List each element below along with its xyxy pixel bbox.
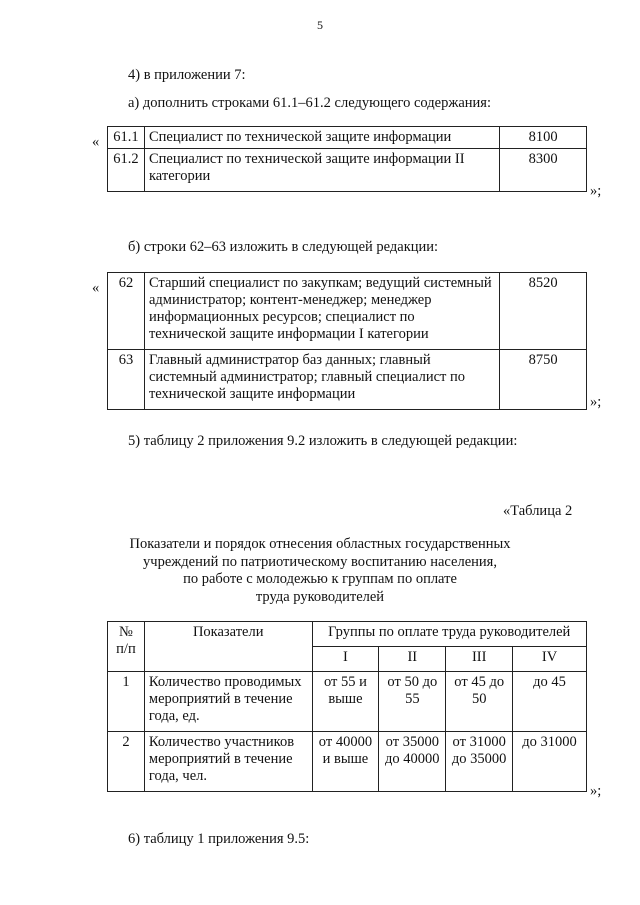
row-cell: от 31000 до 35000 bbox=[446, 732, 513, 792]
row-title: Специалист по технической защите информации II категории bbox=[144, 149, 499, 192]
caption-line: учреждений по патриотическому воспитанию населения, bbox=[143, 553, 497, 570]
row-number: 61.2 bbox=[108, 149, 145, 192]
table-row bbox=[108, 127, 587, 149]
close-quote: »; bbox=[590, 783, 602, 799]
table-1 bbox=[107, 126, 587, 192]
table-row bbox=[108, 350, 587, 410]
caption-line: труда руководителей bbox=[255, 588, 385, 605]
header-num: № п/п bbox=[108, 622, 145, 672]
open-quote: « bbox=[92, 280, 100, 296]
table-header-row bbox=[108, 622, 587, 647]
row-number: 61.1 bbox=[108, 127, 145, 149]
row-title: Главный администратор баз данных; главный системный администратор; главный специалист по технической защите информации bbox=[144, 350, 499, 410]
row-cell: до 31000 bbox=[513, 732, 587, 792]
header-indicator: Показатели bbox=[144, 622, 312, 672]
row-indicator: Количество проводимых мероприятий в течение года, ед. bbox=[144, 672, 312, 732]
row-value: 8100 bbox=[500, 127, 587, 149]
header-group-col: I bbox=[312, 647, 379, 672]
row-cell: от 45 до 50 bbox=[446, 672, 513, 732]
row-title: Старший специалист по закупкам; ведущий системный администратор; контент-менеджер; менеджер информационных ресурсов; специалист по технической защите информации I категории bbox=[144, 273, 499, 350]
row-cell: от 55 и выше bbox=[312, 672, 379, 732]
paragraph-a: а) дополнить строками 61.1–61.2 следующего содержания: bbox=[128, 95, 492, 111]
row-number: 1 bbox=[108, 672, 145, 732]
header-group-col: II bbox=[379, 647, 446, 672]
row-cell: до 45 bbox=[513, 672, 587, 732]
paragraph-b: б) строки 62–63 изложить в следующей редакции: bbox=[128, 239, 439, 255]
table-3 bbox=[107, 621, 587, 792]
row-number: 62 bbox=[108, 273, 145, 350]
header-group-col: IV bbox=[513, 647, 587, 672]
paragraph-4: 4) в приложении 7: bbox=[128, 67, 246, 83]
close-quote: »; bbox=[590, 394, 602, 410]
table-row bbox=[108, 672, 587, 732]
table-label: «Таблица 2 bbox=[503, 503, 573, 519]
paragraph-5: 5) таблицу 2 приложения 9.2 изложить в следующей редакции: bbox=[128, 433, 518, 449]
close-quote: »; bbox=[590, 183, 602, 199]
paragraph-6: 6) таблицу 1 приложения 9.5: bbox=[128, 831, 310, 847]
row-cell: от 50 до 55 bbox=[379, 672, 446, 732]
row-cell: от 35000 до 40000 bbox=[379, 732, 446, 792]
row-value: 8300 bbox=[500, 149, 587, 192]
row-number: 2 bbox=[108, 732, 145, 792]
caption-line: Показатели и порядок отнесения областных государственных bbox=[129, 536, 511, 552]
caption-line: по работе с молодежью к группам по оплате bbox=[183, 571, 457, 587]
open-quote: « bbox=[92, 134, 100, 150]
row-indicator: Количество участников мероприятий в течение года, чел. bbox=[144, 732, 312, 792]
header-groups: Группы по оплате труда руководителей bbox=[312, 622, 587, 647]
row-value: 8750 bbox=[500, 350, 587, 410]
table-2 bbox=[107, 272, 587, 410]
table-caption bbox=[100, 536, 540, 606]
row-cell: от 40000 и выше bbox=[312, 732, 379, 792]
table-row bbox=[108, 732, 587, 792]
table-row bbox=[108, 273, 587, 350]
row-title: Специалист по технической защите информации bbox=[144, 127, 499, 149]
table-row bbox=[108, 149, 587, 192]
row-value: 8520 bbox=[500, 273, 587, 350]
row-number: 63 bbox=[108, 350, 145, 410]
page-number: 5 bbox=[317, 18, 323, 32]
header-group-col: III bbox=[446, 647, 513, 672]
